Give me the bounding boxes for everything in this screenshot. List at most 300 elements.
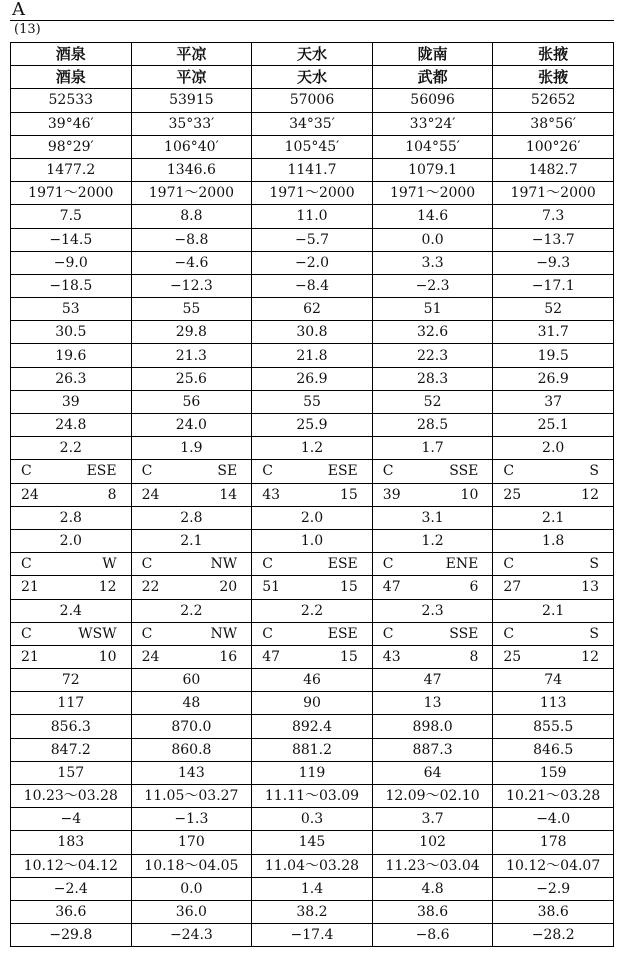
table-cell: −12.3 <box>131 274 252 297</box>
pair-second-value: 15 <box>339 648 358 665</box>
table-row <box>11 414 614 437</box>
table-cell <box>131 576 252 599</box>
value-pair <box>11 488 131 502</box>
pair-first-value: 39 <box>382 486 401 503</box>
top-rule <box>10 20 614 21</box>
table-cell: 2.2 <box>252 599 373 622</box>
table-cell: 34°35′ <box>252 112 373 135</box>
table-cell: 28.5 <box>372 414 493 437</box>
table-cell: 2.3 <box>372 599 493 622</box>
table-cell <box>372 576 493 599</box>
value-pair <box>132 464 252 478</box>
table-cell: 52 <box>493 298 614 321</box>
table-cell: 55 <box>252 390 373 413</box>
table-cell <box>252 645 373 668</box>
table-cell: 25.9 <box>252 414 373 437</box>
table-cell: 55 <box>131 298 252 321</box>
value-pair <box>252 580 372 594</box>
pair-second-value: SSE <box>449 625 479 642</box>
pair-second-value: NW <box>210 556 238 573</box>
header-cell: 酒泉 <box>11 43 132 66</box>
pair-first-value: C <box>141 556 153 573</box>
table-cell <box>131 460 252 483</box>
table-cell <box>131 553 252 576</box>
table-cell: 157 <box>11 761 132 784</box>
table-cell: 19.6 <box>11 344 132 367</box>
table-cell <box>372 460 493 483</box>
table-row <box>11 785 614 808</box>
table-cell <box>11 645 132 668</box>
value-pair <box>11 580 131 594</box>
table-cell: −17.4 <box>252 924 373 947</box>
header-cell: 张掖 <box>493 66 614 89</box>
table-cell: 35°33′ <box>131 112 252 135</box>
header-row <box>11 43 614 66</box>
table-cell: 1477.2 <box>11 158 132 181</box>
table-cell: 10.12～04.12 <box>11 854 132 877</box>
table-cell: −9.0 <box>11 251 132 274</box>
table-cell: 2.1 <box>493 506 614 529</box>
table-cell: 14.6 <box>372 205 493 228</box>
table-cell: 51 <box>372 298 493 321</box>
pair-first-value: C <box>503 556 515 573</box>
pair-first-value: 47 <box>262 648 281 665</box>
table-cell: 104°55′ <box>372 135 493 158</box>
table-row <box>11 298 614 321</box>
header-cell: 天水 <box>252 43 373 66</box>
pair-first-value: 43 <box>262 486 281 503</box>
value-pair <box>493 488 613 502</box>
table-cell <box>252 576 373 599</box>
table-cell: 72 <box>11 669 132 692</box>
table-row <box>11 553 614 576</box>
table-cell: 11.05～03.27 <box>131 785 252 808</box>
table-cell <box>493 622 614 645</box>
table-cell: 1.8 <box>493 529 614 552</box>
value-pair <box>493 464 613 478</box>
pair-second-value: 13 <box>581 579 599 596</box>
table-cell: 892.4 <box>252 715 373 738</box>
table-cell: 1.2 <box>372 529 493 552</box>
table-cell: 1971～2000 <box>252 182 373 205</box>
pair-second-value: ENE <box>445 556 479 573</box>
table-cell: 847.2 <box>11 738 132 761</box>
table-cell <box>11 553 132 576</box>
table-cell: 39 <box>11 390 132 413</box>
table-row <box>11 692 614 715</box>
table-cell: 26.9 <box>493 367 614 390</box>
table-cell: 2.2 <box>131 599 252 622</box>
value-pair <box>373 488 493 502</box>
pair-second-value: 15 <box>339 579 358 596</box>
table-cell: 64 <box>372 761 493 784</box>
table-cell: 53 <box>11 298 132 321</box>
table-cell: 1.0 <box>252 529 373 552</box>
table-cell: 11.04～03.28 <box>252 854 373 877</box>
value-pair <box>11 557 131 571</box>
table-cell: 26.9 <box>252 367 373 390</box>
table-cell: −1.3 <box>131 808 252 831</box>
value-pair <box>493 557 613 571</box>
pair-second-value: 12 <box>581 486 599 503</box>
table-cell: 37 <box>493 390 614 413</box>
table-cell: 10.18～04.05 <box>131 854 252 877</box>
table-cell: 870.0 <box>131 715 252 738</box>
table-cell: 56 <box>131 390 252 413</box>
pair-second-value: NW <box>210 625 238 642</box>
header-cell: 平凉 <box>131 66 252 89</box>
table-cell: 170 <box>131 831 252 854</box>
table-row <box>11 228 614 251</box>
pair-second-value: 20 <box>219 579 238 596</box>
table-cell: 2.1 <box>131 529 252 552</box>
value-pair <box>493 580 613 594</box>
value-pair <box>132 488 252 502</box>
table-cell: −18.5 <box>11 274 132 297</box>
pair-second-value: W <box>102 556 117 573</box>
table-cell: 887.3 <box>372 738 493 761</box>
table-cell: 1.2 <box>252 437 373 460</box>
table-cell: 1971～2000 <box>493 182 614 205</box>
table-cell: 1.4 <box>252 877 373 900</box>
table-cell: 7.3 <box>493 205 614 228</box>
table-cell: 3.3 <box>372 251 493 274</box>
table-row <box>11 831 614 854</box>
pair-second-value: S <box>589 556 599 573</box>
table-cell: 2.4 <box>11 599 132 622</box>
table-cell: 846.5 <box>493 738 614 761</box>
table-cell: 3.1 <box>372 506 493 529</box>
table-row <box>11 924 614 947</box>
table-row <box>11 390 614 413</box>
table-cell: 36.0 <box>131 900 252 923</box>
table-row <box>11 112 614 135</box>
table-body <box>11 43 614 947</box>
table-cell: 24.8 <box>11 414 132 437</box>
table-cell: 0.0 <box>372 228 493 251</box>
table-row <box>11 576 614 599</box>
table-cell: 7.5 <box>11 205 132 228</box>
pair-first-value: 24 <box>141 648 160 665</box>
table-cell <box>11 576 132 599</box>
table-cell: −5.7 <box>252 228 373 251</box>
pair-second-value: 12 <box>581 648 599 665</box>
pair-first-value: 25 <box>503 486 522 503</box>
value-pair <box>373 464 493 478</box>
table-row <box>11 274 614 297</box>
pair-first-value: C <box>382 625 394 642</box>
value-pair <box>132 580 252 594</box>
table-cell: 13 <box>372 692 493 715</box>
pair-second-value: 15 <box>339 486 358 503</box>
table-cell: 48 <box>131 692 252 715</box>
table-row <box>11 529 614 552</box>
table-cell: 1141.7 <box>252 158 373 181</box>
table-cell: 52 <box>372 390 493 413</box>
table-row <box>11 460 614 483</box>
table-cell: 1079.1 <box>372 158 493 181</box>
pair-first-value: C <box>141 625 153 642</box>
table-cell: 26.3 <box>11 367 132 390</box>
table-cell: 98°29′ <box>11 135 132 158</box>
header-cell: 武都 <box>372 66 493 89</box>
table-cell: 2.0 <box>493 437 614 460</box>
table-cell: 1.9 <box>131 437 252 460</box>
table-cell <box>493 576 614 599</box>
table-cell: −2.4 <box>11 877 132 900</box>
table-cell: −8.8 <box>131 228 252 251</box>
value-pair <box>493 650 613 664</box>
header-cell: 酒泉 <box>11 66 132 89</box>
pair-second-value: 8 <box>107 486 117 503</box>
table-cell: 898.0 <box>372 715 493 738</box>
pair-second-value: WSW <box>78 625 117 642</box>
value-pair <box>11 627 131 641</box>
table-cell: 4.8 <box>372 877 493 900</box>
table-cell: −8.6 <box>372 924 493 947</box>
table-cell: 1482.7 <box>493 158 614 181</box>
page-letter: A <box>12 0 25 20</box>
table-row <box>11 437 614 460</box>
table-cell: 11.23～03.04 <box>372 854 493 877</box>
table-cell <box>372 483 493 506</box>
table-cell <box>493 483 614 506</box>
table-row <box>11 877 614 900</box>
table-cell: 60 <box>131 669 252 692</box>
header-row <box>11 66 614 89</box>
table-cell: 1971～2000 <box>11 182 132 205</box>
table-cell: −8.4 <box>252 274 373 297</box>
table-row <box>11 669 614 692</box>
table-cell: 1.7 <box>372 437 493 460</box>
table-cell <box>131 645 252 668</box>
table-row <box>11 483 614 506</box>
table-cell <box>493 460 614 483</box>
table-cell: 143 <box>131 761 252 784</box>
pair-first-value: 51 <box>262 579 281 596</box>
pair-first-value: C <box>262 463 273 480</box>
table-cell <box>252 483 373 506</box>
pair-second-value: 10 <box>98 648 117 665</box>
table-cell: 46 <box>252 669 373 692</box>
value-pair <box>11 464 131 478</box>
table-cell <box>252 553 373 576</box>
table-cell: 21.3 <box>131 344 252 367</box>
table-cell: 2.2 <box>11 437 132 460</box>
table-row <box>11 135 614 158</box>
table-cell: 30.8 <box>252 321 373 344</box>
table-cell: 117 <box>11 692 132 715</box>
table-cell: 90 <box>252 692 373 715</box>
table-cell: 19.5 <box>493 344 614 367</box>
table-cell: 11.0 <box>252 205 373 228</box>
value-pair <box>252 464 372 478</box>
table-cell: 10.12～04.07 <box>493 854 614 877</box>
table-cell <box>11 622 132 645</box>
table-cell: 24.0 <box>131 414 252 437</box>
table-cell: 39°46′ <box>11 112 132 135</box>
header-cell: 张掖 <box>493 43 614 66</box>
pair-first-value: 21 <box>21 648 39 665</box>
table-cell: 21.8 <box>252 344 373 367</box>
pair-first-value: C <box>21 556 32 573</box>
table-cell: 159 <box>493 761 614 784</box>
pair-second-value: 10 <box>460 486 479 503</box>
table-row <box>11 854 614 877</box>
table-cell: 10.23～03.28 <box>11 785 132 808</box>
table-cell: 2.1 <box>493 599 614 622</box>
table-cell: 62 <box>252 298 373 321</box>
value-pair <box>252 557 372 571</box>
pair-second-value: 6 <box>469 579 479 596</box>
table-cell: 0.3 <box>252 808 373 831</box>
value-pair <box>132 650 252 664</box>
table-row <box>11 599 614 622</box>
pair-first-value: 24 <box>141 486 160 503</box>
table-row <box>11 761 614 784</box>
table-cell: 2.0 <box>252 506 373 529</box>
table-cell: 855.5 <box>493 715 614 738</box>
table-cell: 74 <box>493 669 614 692</box>
table-row <box>11 158 614 181</box>
header-cell: 平凉 <box>131 43 252 66</box>
table-cell: 2.8 <box>11 506 132 529</box>
table-cell: 10.21～03.28 <box>493 785 614 808</box>
table-row <box>11 808 614 831</box>
pair-first-value: C <box>503 463 515 480</box>
table-cell: 28.3 <box>372 367 493 390</box>
header-cell: 陇南 <box>372 43 493 66</box>
table-row <box>11 89 614 112</box>
table-cell: −9.3 <box>493 251 614 274</box>
table-row <box>11 900 614 923</box>
table-cell: 30.5 <box>11 321 132 344</box>
pair-second-value: 12 <box>98 579 117 596</box>
table-cell: 29.8 <box>131 321 252 344</box>
table-cell: 32.6 <box>372 321 493 344</box>
value-pair <box>132 557 252 571</box>
table-row <box>11 344 614 367</box>
table-cell: 33°24′ <box>372 112 493 135</box>
table-row <box>11 251 614 274</box>
table-cell: −4 <box>11 808 132 831</box>
table-cell: 178 <box>493 831 614 854</box>
table-cell: 52533 <box>11 89 132 112</box>
table-cell: 31.7 <box>493 321 614 344</box>
table-cell: 25.1 <box>493 414 614 437</box>
table-cell: 2.0 <box>11 529 132 552</box>
value-pair <box>11 650 131 664</box>
table-row <box>11 205 614 228</box>
table-cell <box>11 483 132 506</box>
pair-second-value: ESE <box>327 556 358 573</box>
value-pair <box>373 627 493 641</box>
table-cell: 38.6 <box>372 900 493 923</box>
table-cell: 2.8 <box>131 506 252 529</box>
table-cell: 106°40′ <box>131 135 252 158</box>
pair-first-value: C <box>262 556 273 573</box>
table-cell: −17.1 <box>493 274 614 297</box>
table-cell: 57006 <box>252 89 373 112</box>
table-cell <box>372 645 493 668</box>
table-cell: 38.6 <box>493 900 614 923</box>
table-cell: 881.2 <box>252 738 373 761</box>
pair-first-value: C <box>141 463 153 480</box>
table-cell <box>11 460 132 483</box>
table-cell: −14.5 <box>11 228 132 251</box>
table-cell: 1971～2000 <box>131 182 252 205</box>
table-cell: 1346.6 <box>131 158 252 181</box>
table-cell: 38.2 <box>252 900 373 923</box>
table-cell: 1971～2000 <box>372 182 493 205</box>
pair-first-value: 27 <box>503 579 522 596</box>
table-cell: 100°26′ <box>493 135 614 158</box>
pair-first-value: 25 <box>503 648 522 665</box>
pair-second-value: S <box>589 463 599 480</box>
table-cell: −2.3 <box>372 274 493 297</box>
pair-first-value: 47 <box>382 579 401 596</box>
pair-first-value: 24 <box>21 486 39 503</box>
table-id: (13) <box>14 22 41 37</box>
value-pair <box>132 627 252 641</box>
pair-first-value: 21 <box>21 579 39 596</box>
pair-second-value: ESE <box>327 463 358 480</box>
value-pair <box>252 488 372 502</box>
table-cell: 52652 <box>493 89 614 112</box>
pair-second-value: 16 <box>219 648 238 665</box>
pair-first-value: C <box>21 625 32 642</box>
table-cell: 12.09～02.10 <box>372 785 493 808</box>
pair-first-value: C <box>503 625 515 642</box>
table-cell: 47 <box>372 669 493 692</box>
pair-second-value: SSE <box>449 463 479 480</box>
value-pair <box>252 627 372 641</box>
table-cell: 36.6 <box>11 900 132 923</box>
table-cell: −13.7 <box>493 228 614 251</box>
table-cell <box>252 622 373 645</box>
table-cell: 11.11～03.09 <box>252 785 373 808</box>
header-cell: 天水 <box>252 66 373 89</box>
table-row <box>11 182 614 205</box>
table-cell: −4.0 <box>493 808 614 831</box>
table-cell: 102 <box>372 831 493 854</box>
table-cell <box>131 483 252 506</box>
table-cell: −2.9 <box>493 877 614 900</box>
table-cell: 856.3 <box>11 715 132 738</box>
table-row <box>11 506 614 529</box>
pair-first-value: C <box>382 556 394 573</box>
pair-second-value: SE <box>217 463 238 480</box>
pair-second-value: S <box>589 625 599 642</box>
table-cell: 119 <box>252 761 373 784</box>
table-cell <box>131 622 252 645</box>
table-cell: 3.7 <box>372 808 493 831</box>
table-row <box>11 367 614 390</box>
table-cell: −28.2 <box>493 924 614 947</box>
table-cell: −29.8 <box>11 924 132 947</box>
value-pair <box>373 650 493 664</box>
table-cell: 25.6 <box>131 367 252 390</box>
table-row <box>11 622 614 645</box>
table-cell: 53915 <box>131 89 252 112</box>
pair-first-value: C <box>21 463 32 480</box>
pair-first-value: 43 <box>382 648 401 665</box>
table-row <box>11 738 614 761</box>
pair-first-value: C <box>262 625 273 642</box>
pair-second-value: ESE <box>327 625 358 642</box>
pair-second-value: 8 <box>469 648 479 665</box>
table-row <box>11 715 614 738</box>
